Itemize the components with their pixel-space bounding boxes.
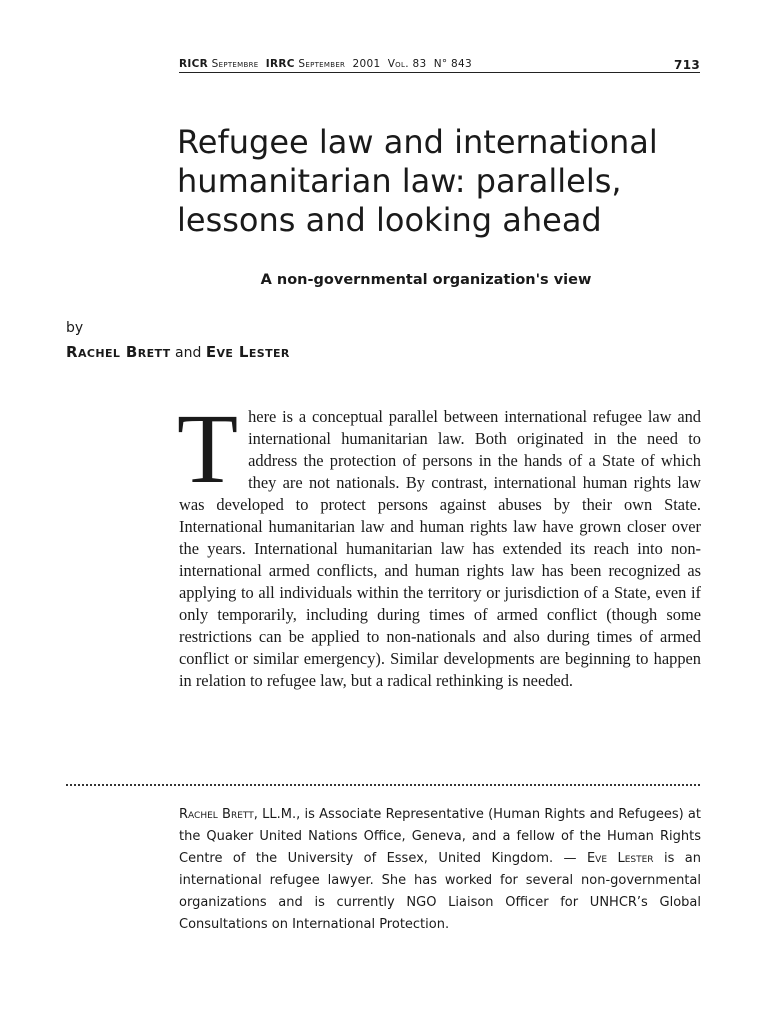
drop-cap: T [177,393,239,504]
bio-text-1: , LL.M., is Associate Representative (Human Rights and Refugees) at the Quaker United Nations Office, Geneva, and a fellow of the Human Rights Centre of the University of Essex, United Kingdom. — [179,807,701,866]
volume: Vol. 83 [387,58,427,70]
by-label: by [66,320,84,336]
bio-text-2: is an international refugee lawyer. She has worked for several non-governmental organizations and is currently NGO Liaison Officer for UNHCR’s Global Consultations on International Protection. [179,851,701,932]
page-number: 713 [674,58,700,72]
footnote-divider [66,784,700,786]
journal-fr: RICR [179,58,208,70]
year: 2001 [352,58,381,70]
running-header [179,58,700,73]
month-fr: Septembre [211,58,259,70]
bio-name-2: Eve Lester [586,851,654,866]
author-bio-footnote [179,804,701,936]
issue-number: N° 843 [433,58,473,70]
article-title: Refugee law and international humanitarian law: parallels, lessons and looking ahead [177,123,658,239]
journal-en: IRRC [265,58,295,70]
month-en: September [298,58,346,70]
bio-name-1: Rachel Brett [179,807,254,822]
body-text: here is a conceptual parallel between international refugee law and international humanitarian law. Both originated in the need to address the protection of persons in the hands of a State of which they are not nationals. By contrast, international human rights law was developed to protect persons against abuses by their own State. International humanitarian law and human rights law have grown closer over the years. International humanitarian law has extended its reach into non-international armed conflicts, and human rights law has been recognized as applying to all individuals within the territory or jurisdiction of a State, even if only temporarily, including during times of armed conflict (though some restrictions can be applied to non-nationals and also during times of armed conflict or similar emergency). Similar developments are beginning to happen in relation to refugee law, but a radical rethinking is needed. [179,407,701,690]
author-2: Eve Lester [205,343,290,361]
article-subtitle: A non-governmental organization's view [260,272,592,288]
journal-citation [179,58,472,70]
and-label: and [175,345,202,361]
body-paragraph [177,393,701,692]
author-line [66,343,290,361]
author-1: Rachel Brett [66,343,171,361]
